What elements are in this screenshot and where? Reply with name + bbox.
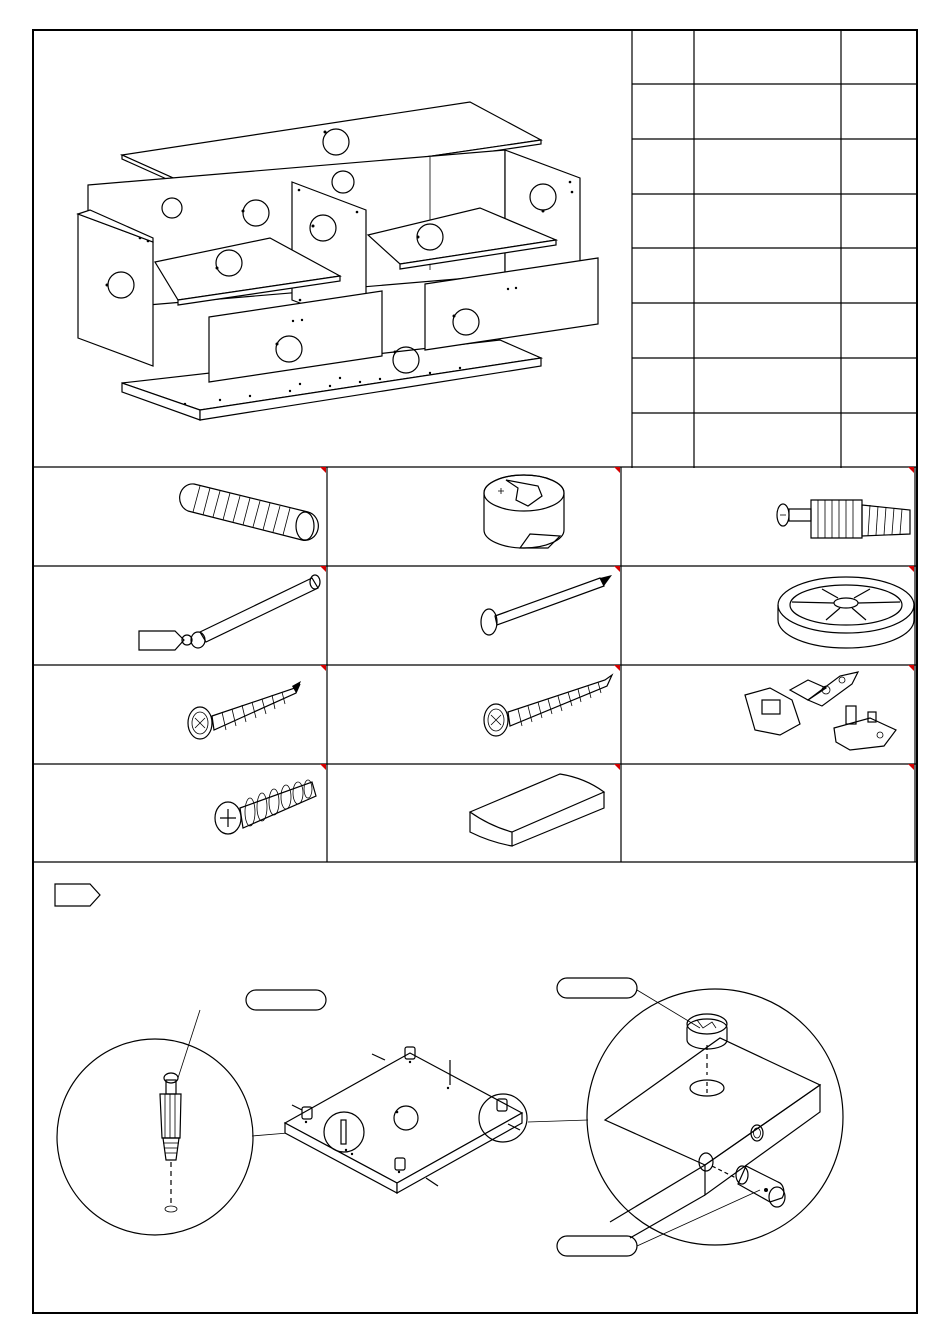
step-tag-arrow (55, 884, 100, 906)
zoom-circle-right (587, 989, 843, 1245)
callout-label-1 (246, 990, 326, 1010)
zoom-circle-left (57, 1039, 253, 1235)
callout-label-2 (557, 978, 637, 998)
callout-label-3 (557, 1236, 637, 1256)
center-board (285, 1053, 522, 1183)
